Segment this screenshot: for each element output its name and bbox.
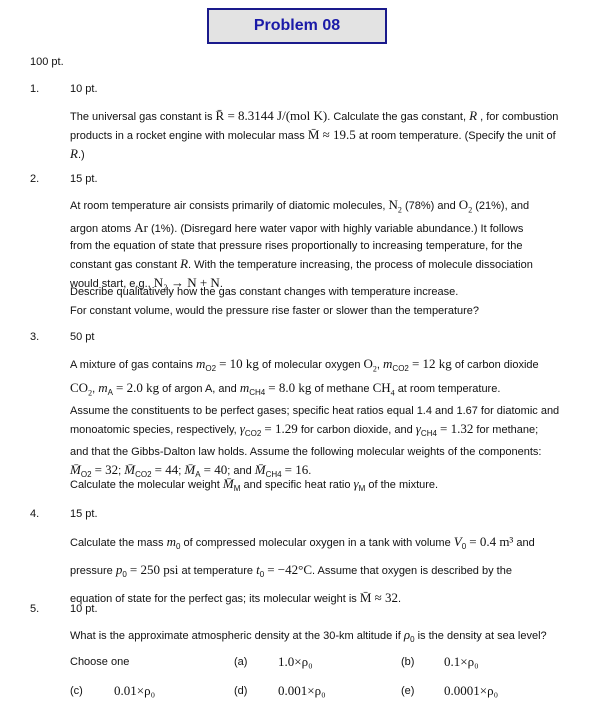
option-a-value[interactable]: 1.0×ρ₀ [278, 654, 313, 669]
problem-5-points: 10 pt. [70, 603, 98, 615]
problem-1-points: 10 pt. [70, 83, 98, 95]
option-a-label[interactable]: (a) [234, 656, 248, 668]
choose-one-label: Choose one [70, 656, 130, 668]
total-points: 100 pt. [30, 56, 64, 68]
problem-2-text: At room temperature air consists primarily of diatomic molecules, $N_2$ (78%) and $O_2$ (21%), and argon atoms Ar (1%). (Disregard here water vapor with highly variable abundance.) It follows from the equation of state that pressure rises proportionally to increasing temperature, for the constant gas constant R. With the temperature increasing, the process of molecule dissociation would start, e.g., N₂ → N + N. [70, 197, 533, 290]
option-b-label[interactable]: (b) [401, 656, 415, 668]
option-d-value[interactable]: 0.001×ρ₀ [278, 683, 326, 698]
problem-3-number: 3. [30, 331, 40, 343]
problem-4-points: 15 pt. [70, 508, 98, 520]
option-e-label[interactable]: (e) [401, 685, 415, 697]
problem-2-number: 2. [30, 173, 40, 185]
problem-4-text: Calculate the mass $m_0$ of compressed molecular oxygen in a tank with volume $V_0 = 0.4$ m³ and pressure $p_0 = 250$ psi at temperature $t_0 = -42^\circ C$. Assume that oxygen is described by the equation of state for the perfect gas; its molecular weight is M̄ ≈ 32. [70, 534, 535, 606]
option-e-value[interactable]: 0.0001×ρ₀ [444, 683, 499, 698]
option-d-label[interactable]: (d) [234, 685, 248, 697]
problem-2-question-1: Describe qualitatively how the gas constant changes with temperature increase. [70, 286, 459, 298]
problem-2-question-2: For constant volume, would the pressure rise faster or slower than the temperature? [70, 305, 480, 317]
option-c-value[interactable]: 0.01×ρ₀ [114, 683, 156, 698]
option-c-label[interactable]: (c) [70, 685, 83, 697]
problem-3-question: Calculate the molecular weight $M̄_M$ and specific heat ratio $\gamma_M$ of the mixture. [70, 476, 439, 494]
problem-4-number: 4. [30, 508, 40, 520]
problem-5-number: 5. [30, 603, 40, 615]
problem-1-text: The universal gas constant is R̄ = 8.3144 J/(mol K). Calculate the gas constant, R , for combustion products in a rocket engine with molecular mass M̄ ≈ 19.5 at room temperature. (Specify the unit of R.) [70, 108, 559, 161]
problem-3-points: 50 pt [70, 331, 95, 343]
option-b-value[interactable]: 0.1×ρ₀ [444, 654, 479, 669]
page-title: Problem 08 [207, 8, 387, 44]
problem-3-text: A mixture of gas contains $m_{O2} = 10$ kg of molecular oxygen $O_2$, $m_{CO2} = 12$ kg of carbon dioxide $CO_2$, $m_A = 2.0$ kg of argon A, and $m_{CH4} = 8.0$ kg of methane $CH_4$ at room temperature. Assume the constituents to be perfect gases; specific heat ratios equal 1.4 and 1.67 for diatomic and monoatomic species, respectively, $\gamma_{CO2} = 1.29$ for carbon dioxide, and $\gamma_{CH4} = 1.32$ for methane; and that the Gibbs-Dalton law holds. Assume the following molecular weights of the components: $M̄_{O2} = 32$; $M̄_{CO2} = 44$; $M̄_A = 40$; and $M̄_{CH4} = 16$. [70, 356, 560, 480]
problem-1-number: 1. [30, 83, 40, 95]
problem-2-points: 15 pt. [70, 173, 98, 185]
problem-5-question: What is the approximate atmospheric density at the 30-km altitude if $\rho_0$ is the density at sea level? [70, 627, 547, 645]
